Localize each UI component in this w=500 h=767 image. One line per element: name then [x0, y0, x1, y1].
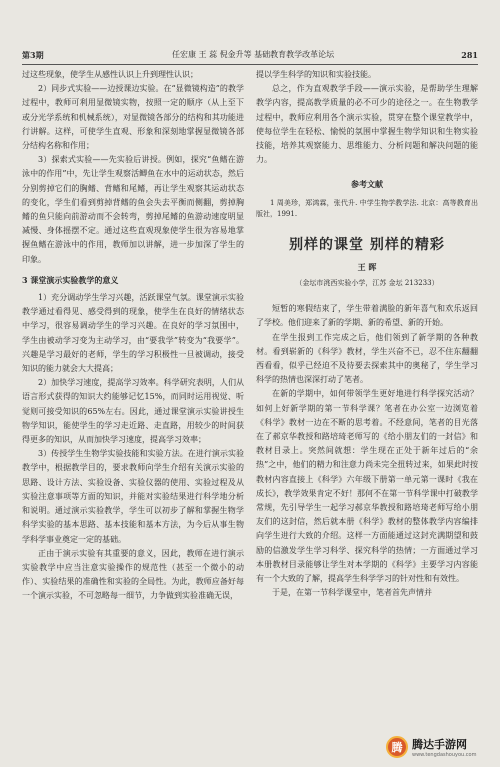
paragraph: 2）加快学习速度，提高学习效率。科学研究表明，人们从语言形式获得的知识大约能够记忆15%，而同时运用视觉、听觉则可接受知识的65%左右。因此，通过课堂演示实验讲授生物学知识，能使学生的学习走近路、走直路，用较少的时间获得更多的知识，从而加快学习速度，提高学习效率； — [22, 378, 244, 445]
watermark-url: www.tengdashouyou.com — [412, 752, 477, 758]
paragraph: 正由于演示实验有其重要的意义，因此，教师在进行演示实验教学中应当注意实验操作的规范性（甚至一个微小的动作）、实验结果的准确性和实验的全局性。为此，教师应备好每一个演示实验，不可忽略每一细节，力争做到实验准确无误， — [22, 548, 244, 601]
right-column — [256, 68, 478, 601]
paragraph: 3）传授学生生物学实验技能和实验方法。在进行演示实验教学中，根据教学目的，要求教师向学生介绍有关演示实验的思路、设计方法、实验设备、实验仪器的使用、实验过程及从实验注意事项等方面的知识，并能对实验结果进行科学地分析和说明。通过演示实验教学，学生可以初步了解和掌握生物学科学实验的基本思路、基本技能和基本方法，为今后从事生物学科学事业奠定一定的基础。 — [22, 449, 244, 544]
paragraph: 2）同步式实验——边授课边实验。在“显微镜构造”的教学过程中，教师可利用显微镜实物，按照一定的顺序（从上至下或分光学系统和机械系统），对显微镜各部分的结构和其功能进行讲解。这样，可使学生直观、形象和深刻地掌握显微镜各部分结构名称和作用； — [22, 84, 244, 151]
paragraph: 于是，在第一节科学课堂中，笔者首先声情并 — [272, 588, 432, 598]
paragraph: 提以学生科学的知识和实验技能。 — [256, 70, 376, 79]
left-column — [22, 68, 244, 604]
running-title: 任宏康 王 蕊 倪金升等 基础教育教学改革论坛 — [172, 50, 335, 59]
reference-item: 1 周美珍，郑鸿霖，张代升. 中学生物学教学法. 北京：高等教育出版社，1991. — [256, 198, 478, 218]
page-number: 281 — [461, 50, 478, 60]
watermark-name: 腾达手游网 — [412, 738, 467, 751]
issue-number: 第3期 — [22, 50, 44, 60]
author-affiliation: （金坛市洮西实验小学，江苏 金坛 213233） — [295, 279, 439, 288]
references-title: 参考文献 — [351, 179, 383, 190]
author-name: 王 晖 — [357, 261, 377, 272]
paragraph: 短暂的寒假结束了，学生带着满脸的新年喜气和欢乐返回了学校。他们迎来了新的学期、新的希望、新的开始。 — [256, 304, 478, 328]
paragraph: 3）探索式实验——先实验后讲授。例如，探究“鱼鳍在游泳中的作用”中，先让学生观察活鲫鱼在水中的运动状态，然后分别剪掉它们的胸鳍、背鳍和尾鳍，再让学生观察其运动状态的变化，学生们看到剪掉背鳍的鱼会失去平衡而侧翻，剪掉胸鳍的鱼只能向前游动而不会转弯，剪掉尾鳍的鱼游动速度明显减慢、身体摇摆不定。通过这些直观现象使学生很为容易地掌握鱼鳍在游泳中的作用，教师加以讲解，进一步加深了学生的印象。 — [22, 155, 244, 264]
paragraph: 过这些现象，使学生从感性认识上升到理性认识； — [22, 70, 198, 79]
page-header — [22, 48, 478, 65]
article-title: 别样的课堂 别样的精彩 — [289, 236, 445, 253]
watermark-logo-icon: 腾 — [386, 736, 408, 758]
section-heading: 3 课堂演示实验教学的意义 — [22, 274, 119, 285]
paragraph: 1）充分调动学生学习兴趣，活跃课堂气氛。课堂演示实验教学通过看得见、感受得到的现象，使学生在良好的情绪状态中学习，很容易调动学生的学习兴趣。在良好的学习氛围中，学生由被动学习变为主动学习，由“要我学”转变为“我要学”。兴趣是学习最好的老师，学生的学习积极性一旦被调动，接受知识的能力就会大大提高； — [22, 293, 244, 374]
paragraph: 在新的学期中，如何带领学生更好地进行科学探究活动？如何上好新学期的第一节科学课？笔者在办公室一边浏览着《科学》教材一边在不断的思考着。不经意间，笔者的目光落在了郝京华教授和路培琦老师写的《给小朋友们的一封信》和教材目录上。突然间就想：学生现在正处于新年过后的“余热”之中，他们的精力和注意力尚未完全扭转过来，如果此时按教材内容直接上《科学》六年级下册第一单元第一课时《我在成长》，教学效果肯定不好！那何不在第一节科学课中打破教学常规，先引导学生一起学习郝京华教授和路培琦老师写给小朋友们的这封信，然后就本册《科学》教材的整体教学内容编排向学生进行大致的介绍。这样一方面能通过这封充满期望和鼓励的信激发学生学习科学、探究科学的热情；一方面通过学习本册教材目录能够让学生对本学期的《科学》主要学习内容能有一个大致的了解，提高学生科学学习的针对性和有效性。 — [256, 389, 478, 584]
paragraph: 在学生报到工作完成之后，他们领到了新学期的各种教材。看到崭新的《科学》教材，学生兴奋不已，忍不住东翻翻西看看，似乎已经迫不及待要去探索其中的奥秘了，学生学习科学的热情也深深打动了笔者。 — [256, 332, 478, 385]
site-watermark — [386, 735, 492, 759]
paragraph: 总之，作为直观教学手段——演示实验，是帮助学生理解教学内容，提高教学质量的必不可少的途径之一。在生物教学过程中，教师应利用各个演示实验，贯穿在整个课堂教学中，使每位学生在轻松、愉悦的氛围中掌握生物学知识和生物实验技能，培养其观察能力、思维能力、分析问题和解决问题的能力。 — [256, 84, 478, 165]
